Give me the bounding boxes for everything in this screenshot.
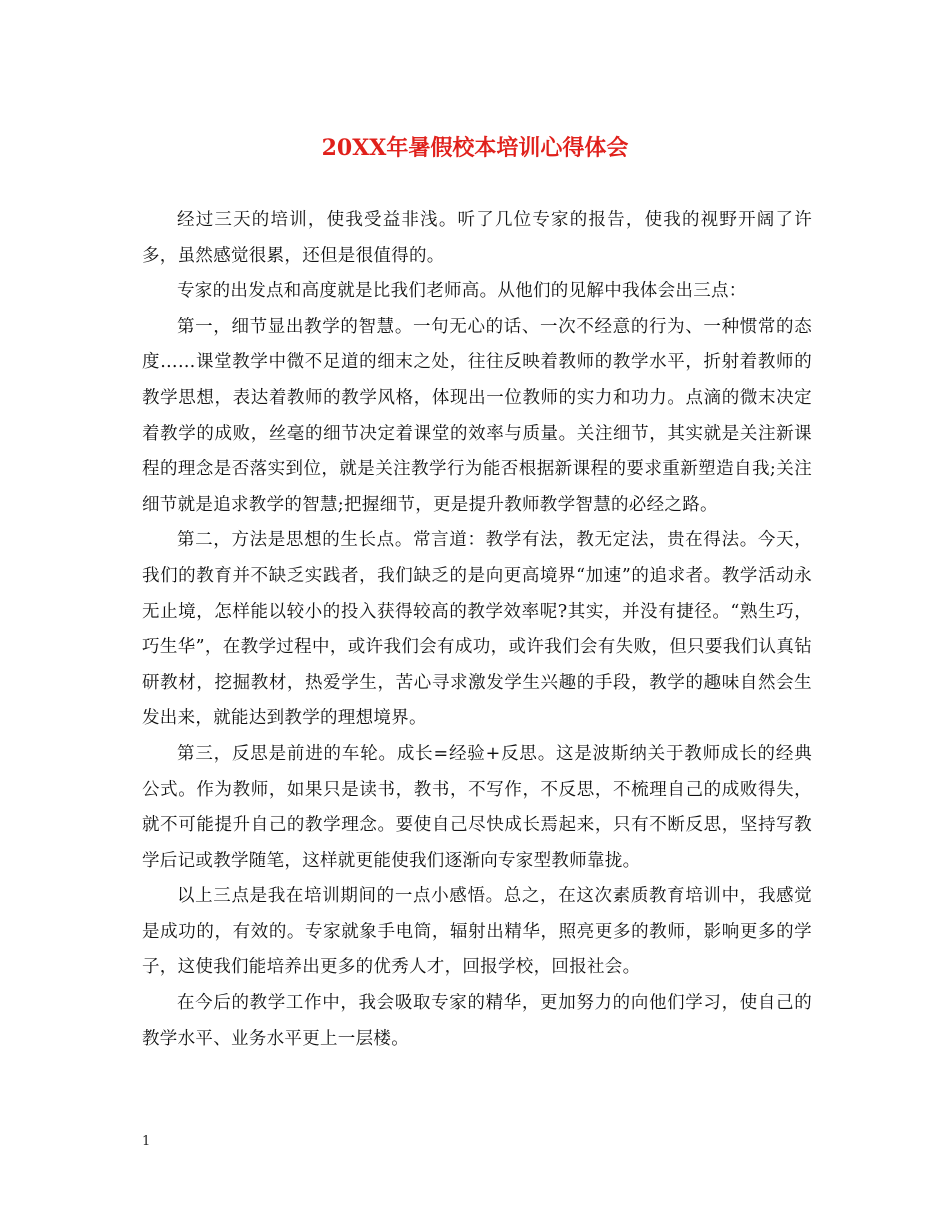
- paragraph-closing: 在今后的教学工作中，我会吸取专家的精华，更加努力的向他们学习，使自己的教学水平、业务水平更上一层楼。: [142, 993, 812, 1049]
- paragraph-intro: 经过三天的培训，使我受益非浅。听了几位专家的报告，使我的视野开阔了许多，虽然感觉很累，还但是很值得的。: [142, 210, 812, 266]
- paragraph-conclusion: 以上三点是我在培训期间的一点小感悟。总之，在这次素质教育培训中，我感觉是成功的，有效的。专家就象手电筒，辐射出精华，照亮更多的教师，影响更多的学子，这使我们能培养出更多的优秀人才，回报学校，回报社会。: [142, 886, 812, 978]
- page-number: 1: [142, 1134, 151, 1149]
- paragraph-summary-lead: 专家的出发点和高度就是比我们老师高。从他们的见解中我体会出三点：: [177, 281, 747, 302]
- paragraph-point-one: 第一，细节显出教学的智慧。一句无心的话、一次不经意的行为、一种惯常的态度……课堂教学中微不足道的细末之处，往往反映着教师的教学水平，折射着教师的教学思想，表达着教师的教学风格，体现出一位教师的实力和功力。点滴的微末决定着教学的成败，丝毫的细节决定着课堂的效率与质量。关注细节，其实就是关注新课程的理念是否落实到位，就是关注教学行为能否根据新课程的要求重新塑造自我;关注细节就是追求教学的智慧;把握细节，更是提升教师教学智慧的必经之路。: [142, 316, 812, 515]
- document-title: 20XX年暑假校本培训心得体会: [321, 135, 629, 161]
- paragraph-point-three: 第三，反思是前进的车轮。成长=经验+反思。这是波斯纳关于教师成长的经典公式。作为教师，如果只是读书，教书，不写作，不反思，不梳理自己的成败得失，就不可能提升自己的教学理念。要使自己尽快成长焉起来，只有不断反思，坚持写教学后记或教学随笔，这样就更能使我们逐渐向专家型教师靠拢。: [142, 743, 812, 871]
- paragraph-point-two: 第二，方法是思想的生长点。常言道：教学有法，教无定法，贵在得法。今天，我们的教育并不缺乏实践者，我们缺乏的是向更高境界“加速”的追求者。教学活动永无止境，怎样能以较小的投入获得较高的教学效率呢?其实，并没有捷径。“熟生巧，巧生华”，在教学过程中，或许我们会有成功，或许我们会有失败，但只要我们认真钻研教材，挖掘教材，热爱学生，苦心寻求激发学生兴趣的手段，教学的趣味自然会生发出来，就能达到教学的理想境界。: [142, 530, 812, 729]
- document-body: [142, 203, 812, 1057]
